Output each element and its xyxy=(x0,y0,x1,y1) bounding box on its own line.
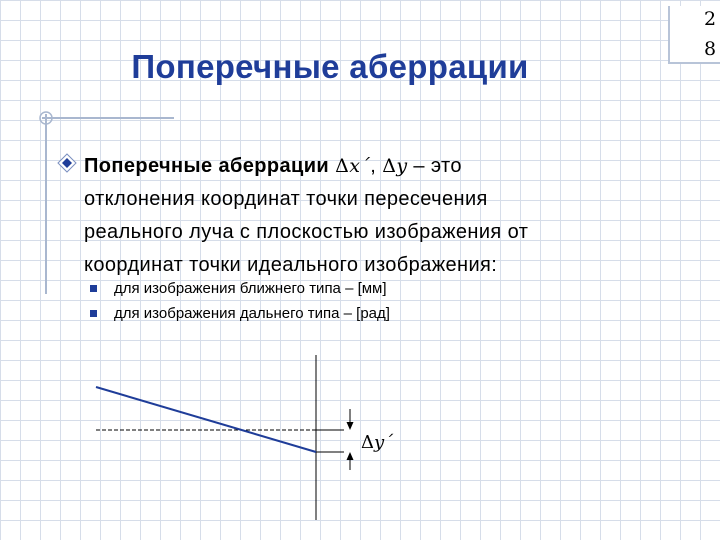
bullet-line-2: отклонения координат точки пересечения xyxy=(84,188,488,210)
math-dx-delta: Δ xyxy=(335,155,350,177)
math-dy-delta: Δ xyxy=(382,155,397,177)
sub-bullet-text: для изображения дальнего типа – [рад] xyxy=(114,305,390,322)
real-ray-line xyxy=(96,387,316,452)
delta-y-var: y´ xyxy=(374,432,394,453)
dimension-arrow-bottom-head xyxy=(347,452,354,460)
bullet-line-4: координат точки идеального изображения: xyxy=(84,254,498,276)
slide-title: Поперечные аберрации xyxy=(131,48,529,85)
slide-number-bottom: 8 xyxy=(704,38,717,60)
dimension-arrow-top-head xyxy=(347,422,354,430)
bullet-term: Поперечные аберрации xyxy=(84,155,330,177)
math-dx-var: x´ xyxy=(349,155,371,177)
sub-bullet-text: для изображения ближнего типа – [мм] xyxy=(114,280,387,297)
slide-number-top: 2 xyxy=(704,8,717,30)
delta-y-label xyxy=(361,432,393,453)
bullet-text-after: – это xyxy=(407,155,462,177)
delta-y-delta: Δ xyxy=(361,432,374,453)
math-dy-var: y xyxy=(396,155,408,177)
bullet-line-3: реального луча с плоскостью изображения от xyxy=(84,221,529,243)
math-comma: , xyxy=(370,155,377,177)
